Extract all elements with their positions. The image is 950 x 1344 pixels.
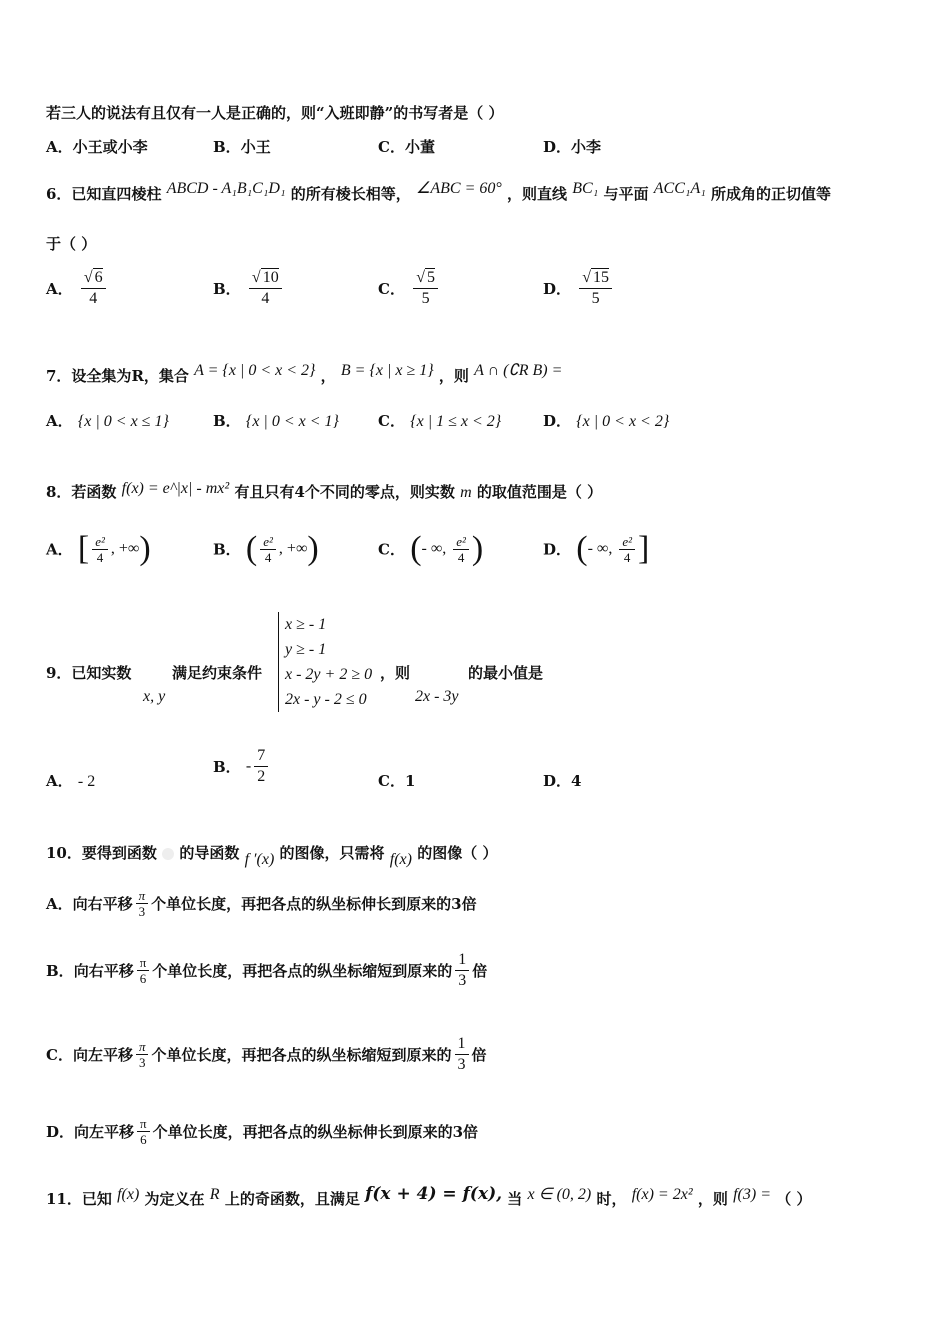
q6-stem-continued: 于（ ）: [46, 235, 97, 253]
q10-option-d-shift: $\frac{\pi}{6}$: [137, 1116, 150, 1147]
q7-option-c[interactable]: C． {x | 1 ≤ x < 2}: [378, 412, 502, 430]
q7-option-b[interactable]: B． {x | 0 < x < 1}: [213, 412, 339, 430]
q7-option-d[interactable]: D． {x | 0 < x < 2}: [543, 412, 670, 430]
q6-angle: ∠ABC = 60°: [416, 180, 502, 197]
q11-periodicity: f(x + 4) = f(x),: [365, 1184, 503, 1204]
q5-option-c[interactable]: C．小董: [378, 138, 435, 156]
q10-option-b-shift: $\frac{\pi}{6}$: [137, 955, 150, 986]
q6-option-d-fraction: $\frac{√ 15}{5}$: [579, 268, 612, 309]
q7-stem: 7．设全集为R，集合 A = {x | 0 < x < 2} ， B = {x | x ≥ 1} ，则 A ∩ (∁R B) =: [46, 362, 563, 385]
q8-option-b-fraction: $\frac{\text{e²}}{4}$: [260, 534, 276, 565]
q10-stem: 10．要得到函数 的导函数 f ′(x) 的图像，只需将 f(x) 的图像（ ）: [46, 844, 498, 868]
q6-stem: 6．已知直四棱柱 ABCD - A₁B₁C₁D₁ 的所有棱长相等， ∠ABC = 60° ，则直线 BC₁ 与平面 ACC₁A₁ 所成角的正切值等: [46, 180, 832, 203]
q5-stem: 若三人的说法有且仅有一人是正确的，则“入班即静”的书写者是（ ）: [46, 104, 504, 122]
q10-option-c[interactable]: C．向左平移 $\frac{\pi}{3}$ 个单位长度，再把各点的纵坐标缩短到原来的 $\frac{1}{3}$ 倍: [46, 1035, 487, 1073]
q7-expression: A ∩ (∁R B) =: [474, 362, 563, 379]
q10-function: f(x): [389, 851, 412, 868]
q9-stem-suffix: 的最小值是: [468, 664, 544, 682]
q6-option-c[interactable]: C． $\frac{√ 5}{5}$: [378, 268, 441, 309]
q9-option-a[interactable]: A． - 2: [46, 772, 96, 790]
q8-stem: 8．若函数 f(x) = e^|x| - mx² 有且只有4个不同的零点，则实数 m 的取值范围是（ ）: [46, 480, 603, 501]
q9-objective: 2x - 3y: [415, 688, 459, 705]
q7-option-a[interactable]: A． {x | 0 < x ≤ 1}: [46, 412, 169, 430]
q9-constraint: x - 2y + 2 ≥ 0: [285, 666, 373, 683]
q9-constraint: x ≥ - 1: [285, 616, 327, 633]
q9-variables: x, y: [143, 688, 166, 705]
q10-option-d[interactable]: D．向左平移 $\frac{\pi}{6}$ 个单位长度，再把各点的纵坐标伸长到原来的3倍: [46, 1116, 479, 1147]
q8-function: f(x) = e^|x| - mx²: [121, 480, 230, 497]
q9-constraint: 2x - y - 2 ≤ 0: [285, 691, 367, 708]
q5-option-b[interactable]: B．小王: [213, 138, 271, 156]
q7-set-a: A = {x | 0 < x < 2}: [194, 362, 316, 379]
q7-set-b: B = {x | x ≥ 1}: [340, 362, 434, 379]
q9-option-b[interactable]: B． - $\frac{7}{2}$: [213, 746, 271, 787]
q8-option-a[interactable]: A． [ $\frac{\text{e²}}{4}$ , +∞): [46, 530, 151, 567]
q6-line: BC₁: [572, 180, 599, 197]
q8-option-b[interactable]: B． ( $\frac{\text{e²}}{4}$ , +∞): [213, 530, 319, 567]
q6-plane: ACC₁A₁: [653, 180, 706, 197]
q8-option-d-fraction: $\frac{\text{e²}}{4}$: [619, 534, 635, 565]
q8-option-c[interactable]: C． (- ∞, $\frac{\text{e²}}{4}$ ): [378, 530, 484, 567]
q10-option-b[interactable]: B．向右平移 $\frac{\pi}{6}$ 个单位长度，再把各点的纵坐标缩短到原来的 $\frac{1}{3}$ 倍: [46, 951, 488, 989]
q9-stem-prefix: 9．已知实数: [46, 664, 132, 682]
q11-stem: 11．已知 f(x) 为定义在 R 上的奇函数，且满足 f(x + 4) = f(x), 当 x ∈ (0, 2) 时， f(x) = 2x² ，则 f(3) = （ ）: [46, 1184, 812, 1208]
q10-option-a-shift: $\frac{\pi}{3}$: [136, 888, 149, 919]
q9-constraint: y ≥ - 1: [285, 641, 327, 658]
q8-variable: m: [460, 484, 472, 501]
q8-option-d[interactable]: D． (- ∞, $\frac{\text{e²}}{4}$ ]: [543, 530, 650, 567]
q9-stem-mid: 满足约束条件: [172, 664, 263, 682]
q8-option-c-fraction: $\frac{\text{e²}}{4}$: [453, 534, 469, 565]
q10-option-b-factor: $\frac{1}{3}$: [455, 950, 469, 991]
q9-option-d[interactable]: D．4: [543, 772, 582, 790]
q6-option-c-fraction: $\frac{√ 5}{5}$: [413, 268, 438, 309]
q5-option-d[interactable]: D．小李: [543, 138, 602, 156]
q9-stem-then: ，则: [380, 664, 411, 682]
q6-option-a[interactable]: A． $\frac{√ 6}{4}$: [46, 268, 109, 309]
q10-option-c-factor: $\frac{1}{3}$: [455, 1034, 469, 1075]
q5-option-a[interactable]: A．小王或小李: [46, 138, 148, 156]
q9-option-c[interactable]: C．1: [378, 772, 416, 790]
q10-option-a[interactable]: A．向右平移 $\frac{\pi}{3}$ 个单位长度，再把各点的纵坐标伸长到原来的3倍: [46, 888, 477, 919]
q10-missing-function-image: [162, 848, 174, 860]
q6-prism: ABCD - A₁B₁C₁D₁: [166, 180, 286, 197]
q6-option-a-fraction: $\frac{√ 6}{4}$: [81, 268, 106, 309]
q6-option-b-fraction: $\frac{√ 10}{4}$: [249, 268, 282, 309]
q8-option-a-fraction: $\frac{\text{e²}}{4}$: [92, 534, 108, 565]
q9-constraint-system: [278, 612, 372, 712]
q9-option-b-fraction: $\frac{7}{2}$: [254, 746, 268, 787]
q6-option-b[interactable]: B． $\frac{√ 10}{4}$: [213, 268, 285, 309]
q10-option-c-shift: $\frac{\pi}{3}$: [136, 1039, 149, 1070]
q10-derivative: f ′(x): [244, 851, 275, 868]
q6-option-d[interactable]: D． $\frac{√ 15}{5}$: [543, 268, 615, 309]
